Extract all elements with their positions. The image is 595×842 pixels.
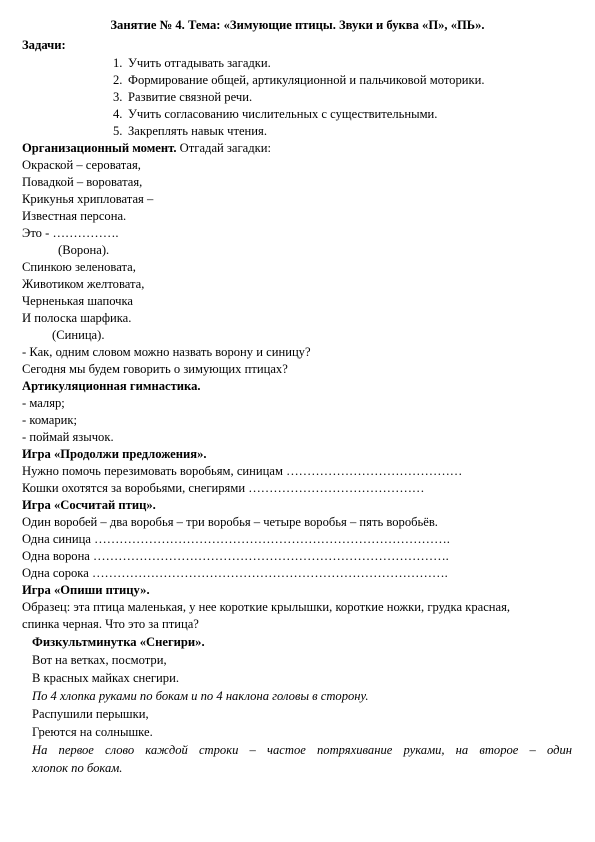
org-text: Отгадай загадки: — [176, 141, 272, 155]
instruction-line: хлопок по бокам. — [32, 761, 123, 775]
riddle-line: Известная персона. — [22, 209, 127, 223]
org-moment — [22, 141, 271, 155]
riddle-line: Черненькая шапочка — [22, 294, 134, 308]
game2-line: Одна сорока …………………………………………………………………………. — [22, 566, 448, 580]
org-heading: Организационный момент. — [22, 141, 177, 155]
task-item — [113, 56, 271, 70]
game2-line: Одна синица …………………………………………………………………………. — [22, 532, 450, 546]
artic-item: - комарик; — [22, 413, 78, 427]
task-text: Учить согласованию числительных с существительными. — [128, 107, 438, 121]
poem-line: Греются на солнышке. — [32, 725, 153, 739]
today-line: Сегодня мы будем говорить о зимующих птицах? — [22, 362, 288, 376]
riddle-answer: (Синица). — [52, 328, 105, 342]
riddle-line: И полоска шарфика. — [22, 311, 132, 325]
task-item — [113, 107, 437, 121]
riddle-line: Спинкою зеленовата, — [22, 260, 136, 274]
task-item — [113, 73, 485, 87]
game2-example: Один воробей – два воробья – три воробья – четыре воробья – пять воробьёв. — [22, 515, 438, 529]
riddle-answer: (Ворона). — [58, 243, 110, 257]
task-number: 1. — [113, 56, 123, 70]
game3-text: спинка черная. Что это за птица? — [22, 617, 199, 631]
game1-line: Кошки охотятся за воробьями, снегирями …………………………………… — [22, 481, 425, 495]
game1-line: Нужно помочь перезимовать воробьям, синицам …………………………………… — [22, 464, 463, 478]
task-item — [113, 124, 267, 138]
riddle-line: Повадкой – вороватая, — [22, 175, 143, 189]
riddle-line: Животиком желтовата, — [22, 277, 145, 291]
game1-heading: Игра «Продолжи предложения». — [22, 447, 207, 461]
poem-line: Вот на ветках, посмотри, — [32, 653, 167, 667]
riddle-line: Крикунья хрипловатая – — [22, 192, 154, 206]
task-text: Развитие связной речи. — [128, 90, 253, 104]
task-number: 3. — [113, 90, 123, 104]
artic-item: - маляр; — [22, 396, 65, 410]
instruction-line: По 4 хлопка руками по бокам и по 4 наклона головы в сторону. — [32, 689, 369, 703]
task-text: Закреплять навык чтения. — [128, 124, 267, 138]
task-item — [113, 90, 252, 104]
task-text: Формирование общей, артикуляционной и пальчиковой моторики. — [128, 73, 485, 87]
game2-heading: Игра «Сосчитай птиц». — [22, 498, 156, 512]
riddle-line: Окраской – сероватая, — [22, 158, 141, 172]
question-line: - Как, одним словом можно назвать ворону и синицу? — [22, 345, 311, 359]
game3-heading: Игра «Опиши птицу». — [22, 583, 150, 597]
instruction-line: На первое слово каждой строки – частое потряхивание руками, на второе – один — [32, 743, 572, 757]
artic-heading: Артикуляционная гимнастика. — [22, 379, 201, 393]
task-number: 5. — [113, 124, 123, 138]
game2-line: Одна ворона …………………………………………………………………………. — [22, 549, 449, 563]
task-number: 4. — [113, 107, 123, 121]
task-number: 2. — [113, 73, 123, 87]
poem-line: В красных майках снегири. — [32, 671, 179, 685]
tasks-heading: Задачи: — [22, 38, 66, 52]
poem-line: Распушили перышки, — [32, 707, 149, 721]
task-text: Учить отгадывать загадки. — [128, 56, 271, 70]
artic-item: - поймай язычок. — [22, 430, 114, 444]
game3-text: Образец: эта птица маленькая, у нее короткие крылышки, короткие ножки, грудка красная, — [22, 600, 511, 614]
lesson-title: Занятие № 4. Тема: «Зимующие птицы. Звуки и буква «П», «ПЬ». — [110, 18, 485, 32]
riddle-line: Это - ……………. — [22, 226, 119, 240]
fizk-heading: Физкультминутка «Снегири». — [32, 635, 205, 649]
